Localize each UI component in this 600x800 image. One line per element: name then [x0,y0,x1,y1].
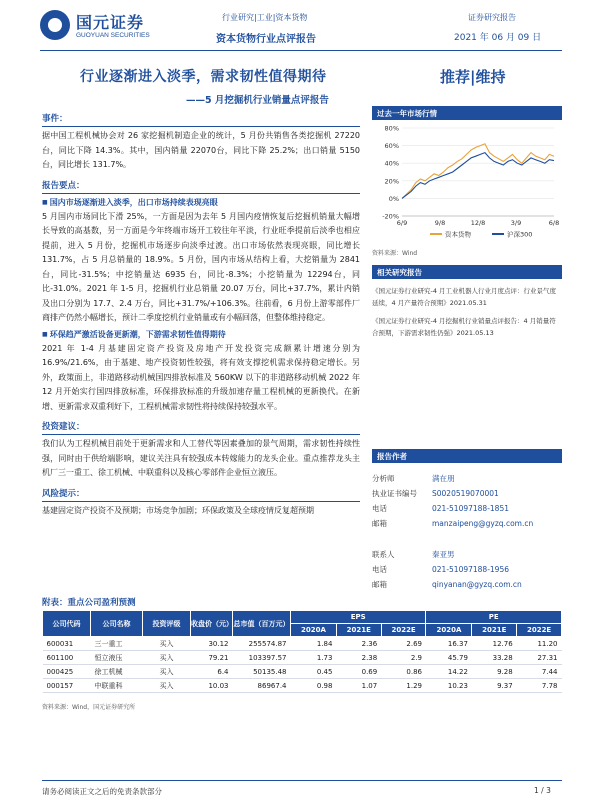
table-cell: 10.23 [426,679,472,693]
market-chart [372,120,562,242]
x-tick-label: 3/9 [510,219,522,227]
col-subheader: 2022E [381,624,426,637]
table-row [43,665,562,679]
logo-english: GUOYUAN SECURITIES [76,32,150,39]
contact-key: 联系人 [372,550,395,559]
contact-row [372,562,562,577]
risk-heading: 风险提示： [42,487,360,502]
company-logo [40,10,200,46]
sidebar [372,106,562,592]
page-number: 1 / 3 [534,786,551,795]
market-chart-svg [372,120,562,242]
table-cell: 255574.87 [233,637,291,651]
x-tick-label: 12/8 [470,219,486,227]
contact-row [372,516,562,531]
table-cell: 0.86 [381,665,426,679]
col-header: 公司名称 [91,611,143,637]
appendix-title: 附表：重点公司盈利预测 [42,598,136,608]
earnings-forecast-table [42,610,562,693]
table-cell: 买入 [143,637,191,651]
footer-divider [42,780,562,781]
table-body [43,637,562,693]
logo-icon [40,10,70,40]
event-text: 据中国工程机械协会对 26 家挖掘机制造企业的统计，5 月份共销售各类挖掘机 27220 台，同比下降 14.3%。其中，国内销量 22070台，同比下降 25.2%；出口销量 5150 台，同比增长 131.7%。 [42,131,360,169]
table-cell: 1.84 [291,637,337,651]
contact-key: 邮箱 [372,580,387,589]
y-tick-label: 40% [384,159,399,168]
related-title: 相关研究报告 [372,265,562,279]
logo-name: 国元证券 [76,13,145,32]
footer-disclaimer: 请务必阅读正文之后的免责条款部分 [42,787,162,796]
table-cell: 33.28 [472,651,517,665]
point-heading-1: ■ 国内市场逐渐进入淡季，出口市场持续表现亮眼 [42,197,360,208]
y-tick-label: 0% [388,194,399,203]
table-cell: 2.69 [381,637,426,651]
table-cell: 2.38 [336,651,381,665]
col-header: 总市值（百万元） [233,611,291,637]
table-cell: 1.29 [381,679,426,693]
table-cell: 0.69 [336,665,381,679]
table-row [43,637,562,651]
invest-text: 我们认为工程机械目前处于更新需求和人工替代等因素叠加的景气周期，需求韧性持续性强，同时由于供给端影响，建议关注具有较强成本转嫁能力的龙头企业。重点推荐龙头主机厂三一重工、徐工机械、中联重科以及核心零部件企业恒立液压。 [42,439,360,477]
y-tick-label: 60% [384,142,399,151]
col-header-eps: EPS [291,611,426,624]
table-cell: 601100 [43,651,91,665]
table-cell: 三一重工 [91,637,143,651]
table-cell: 600031 [43,637,91,651]
email-link[interactable]: qinyanan@gyzq.com.cn [432,580,522,589]
table-cell: 9.28 [472,665,517,679]
col-header: 公司代码 [43,611,91,637]
rating: 推荐|维持 [440,68,506,86]
contact-row [372,471,562,486]
related-report-2[interactable]: 《国元证券行业研究-4 月挖掘机行业销量点评报告：4 月销量符合预期，下游需求韧性仍强》2021.05.13 [372,317,556,337]
contact-value: 021-51097188-1851 [432,504,509,513]
table-cell: 恒立液压 [91,651,143,665]
series-line [402,153,554,199]
x-tick-label: 9/8 [434,219,446,227]
series-line [402,144,554,199]
table-cell: 7.44 [517,665,562,679]
table-cell: 14.22 [426,665,472,679]
contact-value: 秦亚男 [432,550,455,559]
table-cell: 10.03 [191,679,233,693]
col-header-pe: PE [426,611,562,624]
table-cell: 9.37 [472,679,517,693]
table-row [43,679,562,693]
y-tick-label: 20% [384,177,399,186]
invest-heading: 投资建议： [42,420,360,435]
email-link[interactable]: manzaipeng@gyzq.com.cn [432,519,534,528]
contact-key: 电话 [372,565,387,574]
contact-value: 021-51097188-1956 [432,565,509,574]
related-report-1[interactable]: 《国元证券行业研究-4 月工业机器人行业月度点评：行业景气度延续，4 月产量符合预期》2021.05.31 [372,287,557,307]
col-subheader: 2020A [426,624,472,637]
table-cell: 000425 [43,665,91,679]
y-tick-label: -20% [382,212,399,221]
table-cell: 徐工机械 [91,665,143,679]
table-cell: 000157 [43,679,91,693]
table-cell: 买入 [143,679,191,693]
risk-text: 基建固定资产投资不及预期；市场竞争加剧；环保政策及全球疫情反复超预期 [42,505,314,515]
contact-key: 分析师 [372,474,395,483]
chart-source: 资料来源：Wind [372,250,418,257]
table-cell: 103397.57 [233,651,291,665]
contact-row [372,547,562,562]
points-heading: 报告要点： [42,179,360,194]
contact-spacer [372,531,562,547]
sub-title: ——5 月挖掘机行业销量点评报告 [186,95,329,106]
table-cell: 0.98 [291,679,337,693]
table-cell: 27.31 [517,651,562,665]
x-tick-label: 6/8 [548,219,560,227]
x-tick-label: 6/9 [396,219,408,227]
legend-label: 资本货物 [445,230,471,239]
contact-row [372,486,562,501]
contact-key: 执业证书编号 [372,489,417,498]
table-cell: 45.79 [426,651,472,665]
contact-key: 电话 [372,504,387,513]
col-subheader: 2021E [472,624,517,637]
main-content [42,106,360,518]
table-cell: 50135.48 [233,665,291,679]
table-cell: 86967.4 [233,679,291,693]
industry-category: 行业研究|工业|资本货物 [222,13,308,22]
col-subheader: 2022E [517,624,562,637]
event-heading: 事件： [42,112,360,127]
table-cell: 79.21 [191,651,233,665]
table-cell: 16.37 [426,637,472,651]
report-header [0,0,600,50]
header-divider [40,50,562,51]
table-cell: 买入 [143,651,191,665]
analyst-title: 报告作者 [372,449,562,463]
chart-title: 过去一年市场行情 [372,106,562,120]
table-cell: 11.20 [517,637,562,651]
point-text-2: 2021 年 1-4 月基建固定资产投资及房地产开发投资完成额累计增速分别为 16.9%/21.6%，由于基建、地产投资韧性较强，将有效支撑挖机需求保持稳定增长。另外，政策面上，非道路移动机械国四排放标准及 560KW 以下的非道路移动机械 2022 年 12 月开始实行国四排放标准，环保排放标准的升级加速存量工程机械的更新换代。在新增、更新需求双重利好下，工程机械需求韧性将持续保持较强水平。 [42,343,360,411]
main-title: 行业逐渐进入淡季，需求韧性值得期待 [80,69,327,85]
table-cell: 6.4 [191,665,233,679]
table-cell: 1.73 [291,651,337,665]
table-cell: 2.36 [336,637,381,651]
table-cell: 30.12 [191,637,233,651]
point-text-1: 5 月国内市场同比下滑 25%，一方面是因为去年 5 月国内疫情恢复后挖掘机销量大幅增长导致的高基数，另一方面是今年终端市场开工较往年平淡，行业旺季提前后淡季也相应提前，进入 5 月份，挖掘机市场逐步向淡季过渡。出口市场依然表现亮眼，同比增长 131.7%，占 5 月总销量的 18.9%。5 月份，国内市场从结构上看，大挖销量为 2841台，同比-31.5%；中挖销量达 6935 台，同比-8.3%；小挖销量为 12294台，同比-31.0%。2021 年 1-5 月，挖掘机行业总销量 20.07 万台，同比+37.7%，累计内销及出口分别为 17.7、2.4 万台，同比+31.7%/+106.3%。往前看，6 月份上游零部件厂商排产仍然小幅增长，预计二季度挖机行业销量或有小幅回落，但整体维持稳定。 [42,211,360,322]
table-row [43,651,562,665]
report-series: 资本货物行业点评报告 [216,34,316,45]
y-tick-label: 80% [384,124,399,133]
contact-value: S0020519070001 [432,489,499,498]
report-type: 证券研究报告 [468,13,516,22]
contact-block [372,471,562,592]
contact-row [372,577,562,592]
table-cell: 中联重科 [91,679,143,693]
col-subheader: 2020A [291,624,337,637]
col-subheader: 2021E [336,624,381,637]
table-cell: 7.78 [517,679,562,693]
col-header: 收盘价（元） [191,611,233,637]
col-header: 投资评级 [143,611,191,637]
table-cell: 0.45 [291,665,337,679]
legend-label: 沪深300 [507,230,533,239]
report-date: 2021 年 06 月 09 日 [454,33,542,43]
table-cell: 12.76 [472,637,517,651]
table-source: 资料来源：Wind，国元证券研究所 [42,704,136,711]
table-cell: 1.07 [336,679,381,693]
contact-key: 邮箱 [372,519,387,528]
table-cell: 买入 [143,665,191,679]
contact-value: 满在朋 [432,474,455,483]
table-cell: 2.9 [381,651,426,665]
contact-row [372,501,562,516]
point-heading-2: ■ 环保趋严激活设备更新潮，下游需求韧性值得期待 [42,329,360,340]
